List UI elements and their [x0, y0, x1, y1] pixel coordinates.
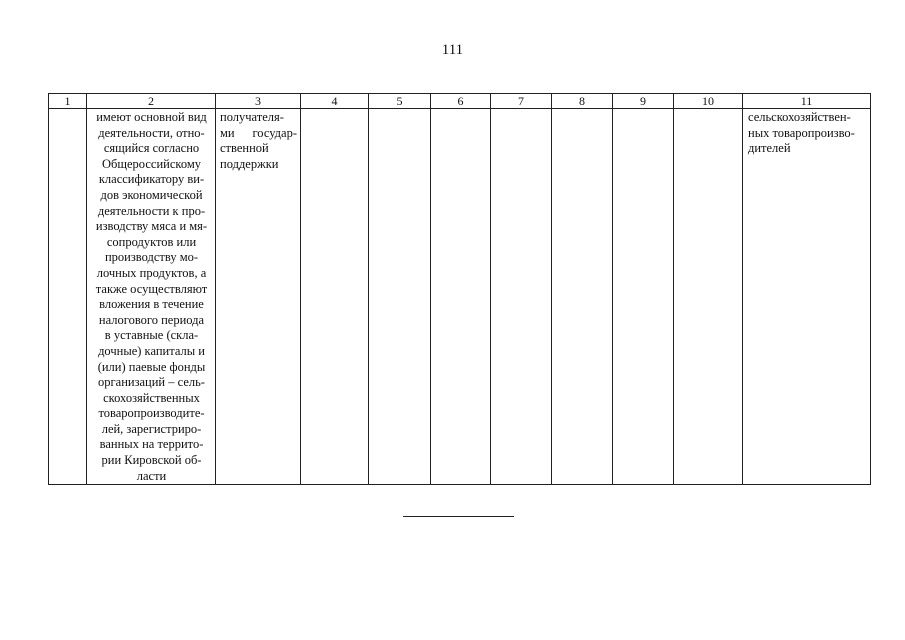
column-header-9: 9	[613, 94, 674, 109]
cell-col-10	[674, 109, 743, 485]
col3-text	[216, 109, 300, 172]
footer-rule	[403, 516, 514, 517]
col11-text	[743, 109, 870, 157]
cell-col-7	[491, 109, 552, 485]
col2-text-line: деятельности к про-	[97, 203, 206, 218]
col11-text-line: ных товаропроизво-	[748, 125, 855, 140]
col3-line-justified	[220, 126, 297, 142]
cell-col-5	[369, 109, 431, 485]
col11-text-line: дителей	[748, 141, 791, 156]
document-table	[48, 93, 871, 485]
cell-col-8	[552, 109, 613, 485]
col3-word: государ-	[252, 125, 297, 140]
col2-text-line: производству мо-	[104, 250, 199, 265]
col2-text-line: сопродуктов или	[106, 234, 197, 249]
cell-col-3	[216, 109, 301, 485]
col2-text-line: скохозяйственных	[103, 390, 200, 405]
col2-text-line: организаций – сель-	[98, 375, 205, 390]
column-header-6: 6	[431, 94, 491, 109]
cell-col-2	[87, 109, 216, 485]
col11-text-line: сельскохозяйствен-	[748, 110, 851, 124]
column-header-5: 5	[369, 94, 431, 109]
col2-text	[87, 109, 215, 484]
col3-line: поддержки	[220, 156, 279, 171]
col3-line: ственной	[220, 141, 269, 156]
cell-col-6	[431, 109, 491, 485]
col2-text-line: лей, зарегистриро-	[101, 421, 202, 436]
col2-text-line: имеют основной вид	[96, 110, 207, 124]
col2-text-line: классификатору ви-	[98, 172, 205, 187]
column-header-4: 4	[301, 94, 369, 109]
col2-text-line: ванных на террито-	[99, 437, 204, 452]
cell-col-4	[301, 109, 369, 485]
col2-text-line: Общероссийскому	[101, 156, 201, 171]
col2-text-line: налогового периода	[98, 312, 205, 327]
col2-text-line: товаропроизводите-	[98, 406, 205, 421]
column-header-7: 7	[491, 94, 552, 109]
column-header-8: 8	[552, 94, 613, 109]
col2-text-line: рии Кировской об-	[101, 453, 202, 468]
column-header-1: 1	[49, 94, 87, 109]
col2-text-line: вложения в течение	[99, 297, 204, 312]
column-header-11: 11	[743, 94, 871, 109]
col3-word: ми	[220, 125, 235, 140]
col2-text-line: дов экономической	[100, 187, 203, 202]
col2-text-line: (или) паевые фонды	[97, 359, 206, 374]
page-number: 111	[441, 42, 464, 58]
col2-text-line: ласти	[136, 468, 167, 483]
col2-text-line: сящийся согласно	[103, 141, 200, 156]
column-header-2: 2	[87, 94, 216, 109]
col2-text-line: изводству мяса и мя-	[95, 219, 208, 234]
table-row	[49, 109, 871, 485]
col2-text-line: также осуществляют	[95, 281, 208, 296]
col2-text-line: в уставные (скла-	[104, 328, 199, 343]
column-header-3: 3	[216, 94, 301, 109]
col3-line: получателя-	[220, 110, 284, 124]
col2-text-line: дочные) капиталы и	[98, 343, 205, 358]
col2-text-line: деятельности, отно-	[98, 125, 205, 140]
column-header-10: 10	[674, 94, 743, 109]
cell-col-11	[743, 109, 871, 485]
col2-text-line: лочных продуктов, а	[96, 265, 207, 280]
header-row	[49, 94, 871, 109]
cell-col-9	[613, 109, 674, 485]
cell-col-1	[49, 109, 87, 485]
